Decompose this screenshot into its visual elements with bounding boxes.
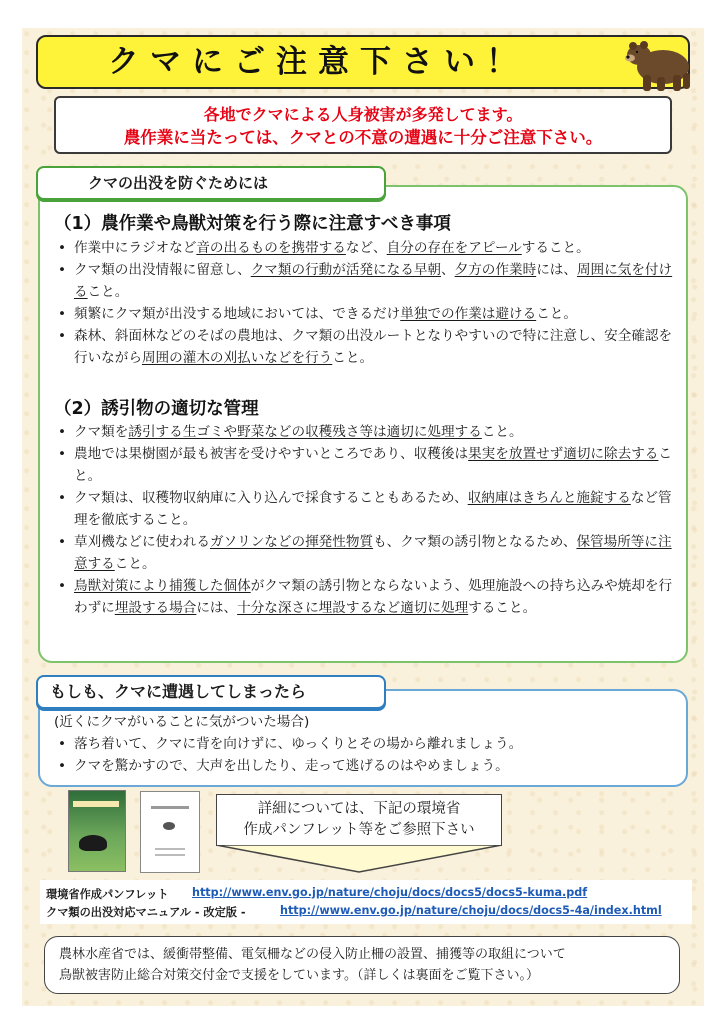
link-row-manual bbox=[46, 904, 662, 920]
title-banner bbox=[36, 35, 690, 89]
list-item: • クマを驚かすので、大声を出したり、走って逃げるのはやめましょう。 bbox=[58, 755, 684, 777]
list-item: • 農地では果樹園が最も被害を受けやすいところであり、収穫後は果実を放置せず適切に除去すること。 bbox=[58, 443, 684, 487]
emphasis-text: 保管場所等に注意する bbox=[74, 534, 672, 572]
section1-list bbox=[58, 237, 684, 369]
encounter-list bbox=[58, 733, 684, 777]
details-callout bbox=[216, 794, 502, 846]
list-item: • クマ類は、収穫物収納庫に入り込んで採食することもあるため、収納庫はきちんと施錠するなど管理を徹底すること。 bbox=[58, 487, 684, 531]
pamphlet-image bbox=[68, 790, 126, 872]
pamphlet-link[interactable]: http://www.env.go.jp/nature/choju/docs/docs5/docs5-kuma.pdf bbox=[192, 886, 588, 899]
manual-link[interactable]: http://www.env.go.jp/nature/choju/docs/docs5-4a/index.html bbox=[280, 904, 662, 917]
emphasis-text: 収納庫はきちんと施錠する bbox=[467, 490, 631, 506]
emphasis-text: 埋設する場合 bbox=[114, 600, 197, 616]
emphasis-text: 鳥獣対策により捕獲した個体 bbox=[74, 578, 251, 594]
list-item: • 頻繁にクマ類が出没する地域においては、できるだけ単独での作業は避けること。 bbox=[58, 303, 684, 325]
emphasis-text: ガソリンなどの揮発性物質 bbox=[209, 534, 374, 550]
callout-line-2: 作成パンフレット等をご参照下さい bbox=[243, 822, 475, 838]
list-item: • 鳥獣対策により捕獲した個体がクマ類の誘引物とならないよう、処理施設への持ち込みや焼却を行わずに埋設する場合には、十分な深さに埋設するなど適切に処理すること。 bbox=[58, 575, 684, 619]
section2-heading: （2）誘引物の適切な管理 bbox=[54, 399, 259, 419]
emphasis-text: 果実を放置せず適切に除去する bbox=[468, 446, 659, 462]
section1-heading: （1）農作業や鳥獣対策を行う際に注意すべき事項 bbox=[54, 214, 451, 234]
callout-line-1: 詳細については、下記の環境省 bbox=[257, 801, 461, 817]
emphasis-text: 夕方の作業時 bbox=[454, 262, 537, 278]
list-item: • クマ類の出没情報に留意し、クマ類の行動が活発になる早朝、夕方の作業時には、周囲に気を付けること。 bbox=[58, 259, 684, 303]
emphasis-text: 音の出るものを携帯する bbox=[196, 240, 346, 256]
emphasis-text: クマ類の行動が活発になる早朝 bbox=[250, 262, 442, 278]
encounter-note: (近くにクマがいることに気がついた場合) bbox=[54, 714, 310, 730]
encounter-tab: もしも、クマに遭遇してしまったら bbox=[36, 675, 386, 709]
list-item: • 作業中にラジオなど音の出るものを携帯するなど、自分の存在をアピールすること。 bbox=[58, 237, 684, 259]
section2-list bbox=[58, 421, 684, 619]
emphasis-text: 周囲の灌木の刈払いなどを行う bbox=[141, 350, 333, 366]
page-title: クマにご注意下さい！ bbox=[108, 44, 528, 80]
prevention-tab: クマの出没を防ぐためには bbox=[36, 166, 386, 200]
link-label: クマ類の出没対応マニュアル - 改定版 - bbox=[46, 906, 246, 919]
link-row-pamphlet bbox=[46, 886, 588, 902]
support-line-1: 農林水産省では、緩衝帯整備、電気柵などの侵入防止柵の設置、捕獲等の取組について bbox=[59, 947, 566, 962]
list-item: • 森林、斜面林などのそばの農地は、クマ類の出没ルートとなりやすいので特に注意し、安全確認を行いながら周囲の灌木の刈払いなどを行うこと。 bbox=[58, 325, 684, 369]
warning-box bbox=[54, 96, 672, 154]
emphasis-text: 単独での作業は避ける bbox=[400, 306, 537, 322]
list-item: • クマ類を誘引する生ゴミや野菜などの収穫残さ等は適切に処理すること。 bbox=[58, 421, 684, 443]
emphasis-text: 十分な深さに埋設するなど適切に処理 bbox=[237, 600, 469, 616]
warning-line-1: 各地でクマによる人身被害が多発してます。 bbox=[203, 105, 523, 124]
bear-icon bbox=[623, 33, 695, 93]
emphasis-text: 誘引する生ゴミや野菜などの収穫残さ等は適切に処理する bbox=[128, 424, 482, 440]
emphasis-text: 自分の存在をアピール bbox=[386, 240, 522, 256]
support-info-box bbox=[44, 936, 680, 994]
link-label: 環境省作成パンフレット bbox=[46, 888, 169, 901]
down-arrow-icon bbox=[216, 845, 502, 873]
list-item: • 草刈機などに使われるガソリンなどの揮発性物質も、クマ類の誘引物となるため、保管場所等に注意すること。 bbox=[58, 531, 684, 575]
links-box bbox=[40, 880, 692, 924]
manual-image bbox=[140, 791, 200, 873]
warning-line-2: 農作業に当たっては、クマとの不意の遭遇に十分ご注意下さい。 bbox=[123, 128, 603, 147]
support-line-2: 鳥獣被害防止総合対策交付金で支援をしています。（詳しくは裏面をご覧下さい。） bbox=[59, 968, 539, 983]
emphasis-text: 周囲に気を付ける bbox=[74, 262, 673, 300]
list-item: • 落ち着いて、クマに背を向けずに、ゆっくりとその場から離れましょう。 bbox=[58, 733, 684, 755]
